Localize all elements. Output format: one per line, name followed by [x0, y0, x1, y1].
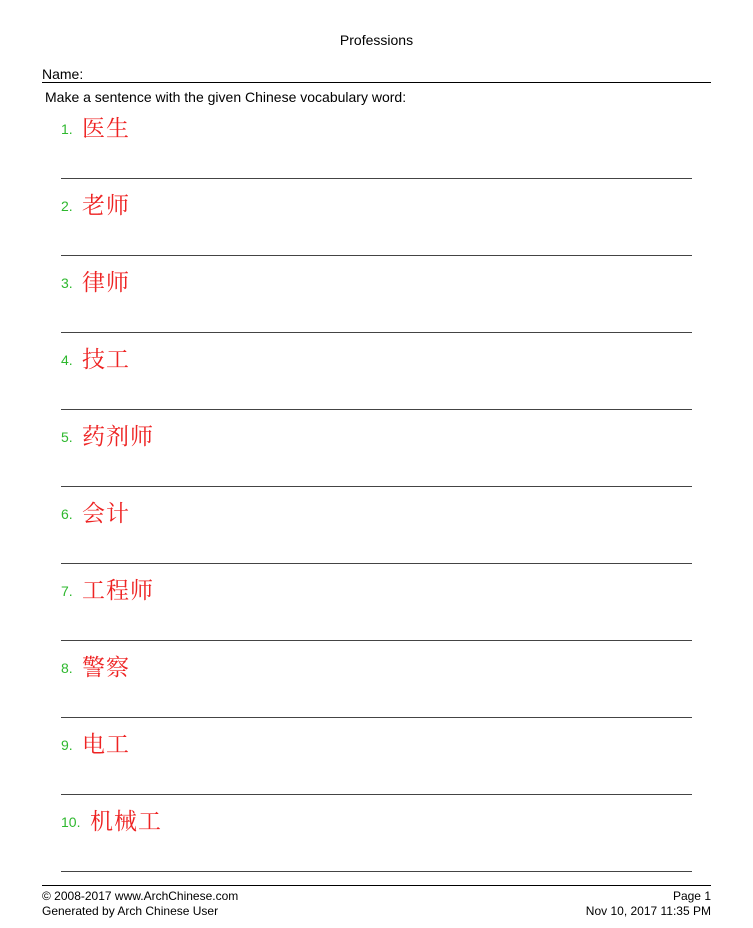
- chinese-word: 律师: [82, 270, 130, 296]
- vocab-item[interactable]: [61, 485, 692, 564]
- chinese-word: 会计: [82, 501, 130, 527]
- vocab-item[interactable]: [61, 254, 692, 333]
- vocab-item[interactable]: [61, 331, 692, 410]
- footer-timestamp: Nov 10, 2017 11:35 PM: [585, 904, 711, 918]
- name-field[interactable]: [42, 66, 711, 83]
- footer-copyright: © 2008-2017 www.ArchChinese.com: [42, 889, 239, 903]
- footer-generated-by: Generated by Arch Chinese User: [42, 904, 219, 918]
- item-number: 5.: [61, 429, 73, 445]
- footer-divider: [42, 885, 711, 886]
- vocab-item[interactable]: [61, 408, 692, 487]
- chinese-word: 药剂师: [82, 424, 154, 450]
- chinese-word: 老师: [82, 193, 130, 219]
- instructions: Make a sentence with the given Chinese vocabulary word:: [45, 89, 407, 105]
- footer-page-number: Page 1: [672, 889, 711, 903]
- item-number: 6.: [61, 506, 73, 522]
- vocab-item[interactable]: [61, 100, 692, 179]
- vocab-item[interactable]: [61, 716, 692, 795]
- vocab-item[interactable]: [61, 793, 692, 872]
- item-number: 4.: [61, 352, 73, 368]
- chinese-word: 技工: [82, 347, 130, 373]
- vocab-item[interactable]: [61, 639, 692, 718]
- chinese-word: 工程师: [82, 578, 154, 604]
- item-number: 1.: [61, 121, 73, 137]
- item-number: 3.: [61, 275, 73, 291]
- item-number: 8.: [61, 660, 73, 676]
- chinese-word: 电工: [82, 732, 130, 758]
- vocab-item[interactable]: [61, 177, 692, 256]
- chinese-word: 医生: [82, 116, 130, 142]
- page-title: Professions: [339, 32, 414, 48]
- item-number: 7.: [61, 583, 73, 599]
- chinese-word: 警察: [82, 655, 130, 681]
- item-number: 9.: [61, 737, 73, 753]
- item-number: 2.: [61, 198, 73, 214]
- chinese-word: 机械工: [90, 809, 162, 835]
- item-number: 10.: [61, 814, 81, 830]
- name-label: Name:: [42, 66, 84, 82]
- vocab-item[interactable]: [61, 562, 692, 641]
